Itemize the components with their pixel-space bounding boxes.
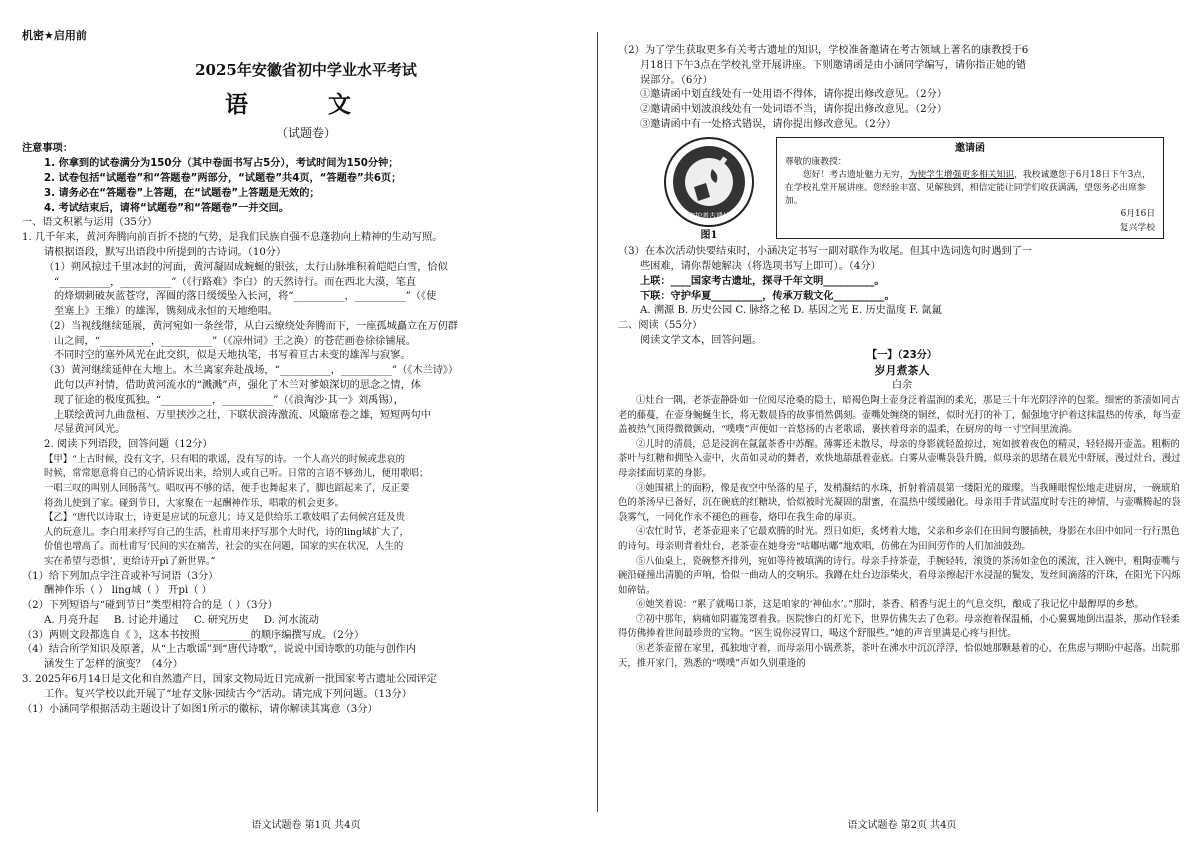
invitation-body: [785, 169, 1155, 209]
couplet-upper: 上联：____国家考古遗址，探寻千年文明__________。: [640, 275, 885, 287]
question-text: ③邀请函中有一处格式错误，请你提出修改意见。（2分）: [640, 118, 897, 130]
logo-text: 守护考古遗址: [688, 211, 730, 220]
question-text: 的烽烟刺破灰蓝苍穹，浑圆的落日缓缓坠入长河，将“__________，__________”（《使: [54, 291, 437, 303]
question-text: 尽显黄河风光。: [54, 424, 126, 436]
invitation-title: 邀请函: [955, 142, 985, 154]
question-text: 请根据语段，默写出语段中所提到的古诗词。（10分）: [44, 246, 287, 258]
notice-item: 4. 考试结束后，请将“试题卷”和“答题卷”一并交回。: [44, 202, 290, 214]
question-text: （3）两则文段都选自《 》，这本书按照__________的顺序编撰写成。（2分）: [22, 629, 365, 641]
confidential-label: 机密★启用前: [22, 29, 87, 42]
section-heading: 二、阅读（55分）: [618, 320, 703, 332]
question-text: 工作。复兴学校以此开展了“址存文脉·园续古今”活动。请完成下列问题。（13分）: [44, 688, 412, 700]
question-text: “__________，__________”（《行路难》李白）的天然诗行。而在西北大漠，笔直: [54, 276, 416, 288]
invitation-body-text: ，我校诚邀您于6月18日下午3点，在学校礼堂开展讲座。您经验丰富、见解独到，相信定能让同学们收获满满，望您务必出席参加。: [785, 169, 1151, 207]
story-paragraph: ⑦初中那年，病痛如阴霾笼罩着我。医院惨白的灯光下，世界仿佛失去了色彩。母亲抱着保温桶，小心翼翼地倒出温茶，那动作轻柔得仿佛捧着世间最珍贵的宝物。“医生说你浸胃口，喝这个舒服些。”她的声音里满是心疼与担忧。: [618, 613, 1180, 640]
question-text: ①邀请函中划直线处有一处用语不得体，请你提出修改意见。（2分）: [640, 89, 948, 101]
passage-yi: 人的玩意儿。李白用来抒写自己的生活，杜甫用来抒写那个大时代，诗的ling域扩大了，: [44, 526, 409, 538]
passage-yi: 实在希望与恐惧’，更给诗开pì了新世界。”: [44, 555, 216, 567]
invitation-signature: 复兴学校: [1119, 222, 1155, 233]
exam-title: 2025年安徽省初中学业水平考试: [195, 61, 417, 79]
archaeology-logo: [664, 137, 754, 227]
notice-item: 3. 请务必在“答题卷”上答题，在“试题卷”上答题是无效的；: [44, 187, 320, 199]
question-text: 1. 几千年来，黄河奔腾向前百折不挠的气势，是我们民族自强不息蓬勃向上精神的生动写照。: [22, 232, 443, 244]
question-text: （3）黄河继续延伸在大地上。木兰离家奔赴战场，“__________，__________”（《木兰诗》）: [44, 365, 459, 377]
passage-jia: 【甲】“上古时候，没有文字，只有唱的歌谣，没有写的诗。一个人高兴的时候或悲哀的: [44, 453, 406, 465]
story-author: 白余: [891, 380, 913, 392]
underlined-phrase: 为使学生增强更多相关知识: [908, 169, 1015, 180]
section-heading: 一、语文积累与运用（35分）: [22, 217, 158, 229]
option-b: B. 讨论并通过: [113, 614, 179, 626]
question-text: （1）给下列加点字注音或补写词语（3分）: [22, 570, 219, 582]
subject-title: 语 文: [224, 90, 387, 118]
invitation-date: 6月16日: [1120, 209, 1155, 220]
passage-jia: 一唱三叹的叫别人回肠荡气。唱叹再不够的话，便手也舞起来了，脚也蹈起来了，反正要: [44, 483, 410, 495]
invitation-greeting: 尊敬的康教授：: [785, 156, 847, 167]
question-text: （4）结合所学知识及原著，从“上古歌谣”到“唐代诗歌”，说说中国诗歌的功能与创作内: [22, 644, 417, 656]
story-paragraph: ⑧老茶壶留在家里，孤独地守着，而母亲用小锅煮茶，茶叶在沸水中沉沉浮浮，恰似她那颗悬着的心，在焦虑与期盼中起落。出院那天，推开家门，熟悉的“噗噗”声如久别重逢的: [618, 642, 1180, 669]
couplet-lower: 下联：守护华夏__________，传承万载文化__________。: [640, 290, 895, 302]
story-paragraph: ⑥她笑着说：“累了就喝口茶，这是咱家的‘神仙水’。”那时，茶香、稻香与泥土的气息交织，酿成了我记忆中最醇厚的乡愁。: [636, 599, 1144, 611]
option-d: D. 河水流动: [263, 614, 319, 626]
invitation-body-text: 您好！考古遗址魅力无穷，: [803, 169, 909, 180]
question-text: （2）为了学生获取更多有关考古遗址的知识，学校准备邀请在考古领域上著名的康教授于6: [618, 45, 1029, 56]
question-text: 误部分。（6分）: [640, 74, 713, 86]
figure-row: [664, 137, 1186, 244]
question-text: （1）小涵同学根据活动主题设计了如图1所示的徽标，请你解读其寓意（3分）: [22, 703, 378, 715]
question-text: 些困难，请你帮她解决（将选项书写上即可）。（4分）: [640, 260, 881, 272]
question-text: 现了征途的极度孤独。“__________，__________”（《浪淘沙·其一》刘禹锡），: [54, 394, 404, 406]
passage-jia: 时候，常常愿意将自己的心情诉说出来，给别人或自己听。日常的言语不够劲儿，便用歌唱；: [44, 468, 429, 480]
story-title: 岁月煮茶人: [874, 364, 930, 378]
options-row: [22, 614, 590, 629]
question-text: ②邀请函中划波浪线处有一处词语不当，请你提出修改意见。（2分）: [640, 104, 948, 116]
question-text: 涵发生了怎样的演变？（4分）: [44, 659, 183, 671]
page-footer: 语文试题卷 第1页 共4页: [251, 819, 361, 831]
question-text: （2）下列短语与“碰到节日”类型相符合的是（ ）（3分）: [22, 600, 278, 612]
section-instruction: 阅读文学文本，回答问题。: [640, 334, 763, 346]
question-text: 上联绘黄河九曲盘桓、万里挟沙之壮，下联状浪涛激流、风簸席卷之雄，短短两句中: [54, 409, 431, 421]
story-paragraph: ④农忙时节，老茶壶迎来了它最欢腾的时光。烈日如炬，炙烤着大地，父亲和乡亲们在田间弯腰插秧，身影在水田中如同一行行黑色的诗句。母亲则背着灶台，老茶壶在她身旁“咕嘟咕嘟”地欢唱，仿佛在为田间劳作的人们加油鼓劲。: [618, 526, 1180, 552]
passage-jia: 将劲儿使到了家。碰到节日，大家聚在一起酬神作乐，唱歌的机会更多。: [44, 497, 345, 509]
notice-item: 2. 试卷包括“试题卷”和“答题卷”两部分，“试题卷”共4页，“答题卷”共6页；: [44, 173, 402, 185]
page-1: [22, 0, 590, 847]
page-divider: [597, 32, 598, 812]
notice-item: 1. 你拿到的试卷满分为150分（其中卷面书写占5分），考试时间为150分钟；: [44, 158, 399, 170]
question-text: （3）在本次活动快要结束时，小涵决定书写一副对联作为收尾。但其中选词选句时遇到了一: [618, 246, 1032, 258]
page-footer: 语文试题卷 第2页 共4页: [618, 819, 1186, 834]
passage-yi: 【乙】“唐代以诗取士，诗更是应试的玩意儿；诗又是供给乐工歌妓唱了去伺候宫廷及贵: [44, 512, 406, 524]
page-2: [618, 0, 1186, 847]
story-body: [618, 394, 1186, 671]
question-text: 不同时空的塞外风光在此交织，似是天地执笔，书写着亘古未变的雄浑与寂寥。: [54, 350, 411, 362]
passage-yi: 价值也增高了。而杜甫写‘民间的实在痛苦，社会的实在问题，国家的实在状况，人生的: [44, 541, 404, 553]
part-heading: 【一】（23分）: [866, 349, 938, 361]
couplet-options: A. 溯源 B. 历史公园 C. 脉络之秘 D. 基因之光 E. 历史温度 F. 氤氲: [640, 305, 942, 317]
option-a: A. 月亮升起: [44, 614, 99, 626]
invitation-letter: [776, 137, 1164, 239]
question-text: 月18日下午3点在学校礼堂开展讲座。下则邀请函是由小涵同学编写，请你指正她的错: [640, 59, 1027, 71]
question-text: （2）当视线继续延展，黄河宛如一条丝带，从白云缭绕处奔腾而下，一座孤城矗立在万仞群: [44, 320, 458, 332]
notice-heading: 注意事项：: [22, 143, 73, 155]
question-text: 此句以声衬情，借助黄河流水的“溅溅”声，强化了木兰对爹娘深切的思念之情，体: [54, 379, 421, 391]
question-text: 2. 阅读下列语段，回答问题（12分）: [44, 439, 213, 451]
figure-1: [664, 137, 754, 244]
option-c: C. 研究历史: [194, 614, 249, 626]
question-text: 3. 2025年6月14日是文化和自然遗产日，国家文物局近日完成新一批国家考古遗址公园评定: [22, 673, 437, 685]
story-paragraph: ②儿时的清晨，总是浸润在氤氲茶香中苏醒。薄雾还未散尽，母亲的身影就轻盈掠过，宛如披着夜色的精灵，轻轻揭开壶盖。粗粝的茶叶与红糖和拥坠入壶中，火苗如灵动的舞者，欢快地舔舐着壶底。白雾从壶嘴袅袅升腾，似母亲的思绪在晨光中舒展，漫过灶台，漫过母亲揉面切菜的身影。: [618, 438, 1181, 480]
story-paragraph: ①灶台一隅，老茶壶静卧如一位阅尽沧桑的隐士，暗褐色陶土壶身泛着温润的柔光，那是三十年光阴浮淬的包浆。细密的茶渍如同古老的藤蔓，在壶身蜿蜒生长，将无数晨昏的故事悄然偶刻。壶嘴处缠绕的铜丝，似时光打的补丁，倔强地守护着这抹温热的传承，每当壶盖被热气顶得微微颤动，“噗噗”声便如一首悠扬的古老歌谣，裹挟着母亲的温柔，在厨房的每一寸空间里流淌。: [618, 395, 1181, 436]
figure-caption: 图1: [700, 229, 718, 241]
question-text: 山之间，“__________，__________”（《凉州词》王之涣）的苍茫画卷徐徐铺展。: [54, 335, 416, 347]
question-text: （1）朔风掠过千里冰封的河面，黄河凝固成蜿蜒的银弦，太行山脉堆积着皑皑白雪，恰似: [44, 261, 448, 273]
story-paragraph: ③她围裙上的面粉，像是夜空中坠落的星子，发梢凝结的水珠，折射着清晨第一缕阳光的璀璨。当我睡眼惺忪地走进厨房，一碗琥珀色的茶汤早已备好，沉在碗底的红糖块，恰似被时光凝固的甜蜜，在温热中缓缓融化。母亲用手背试温度时专注的神情，与壶嘴腾起的袅袅雾气，一同化作永不褪色的画卷，烙印在我生命的扉页。: [618, 482, 1181, 523]
story-paragraph: ⑤八仙桌上，瓷碗整齐排列，宛如等待被填满的诗行。母亲手持茶壶，手腕轻转，滚烫的茶汤如金色的溪流，注入碗中，粗陶壶嘴与碗沿碰撞出清脆的声响，恰似一曲动人的交响乐。我蹲在灶台边添柴火，看母亲擦起汗水浸湿的鬓发，发丝间滴落的汗珠，在阳光下闪烁如碎钻。: [618, 555, 1181, 596]
question-text: 酬神作乐（ ） ling域（ ） 开pì（ ）: [44, 585, 212, 597]
paper-type: （试题卷）: [275, 126, 336, 141]
question-text: 至塞上》王维）的雄浑，镌刻成永恒的天地绝唱。: [54, 306, 279, 318]
